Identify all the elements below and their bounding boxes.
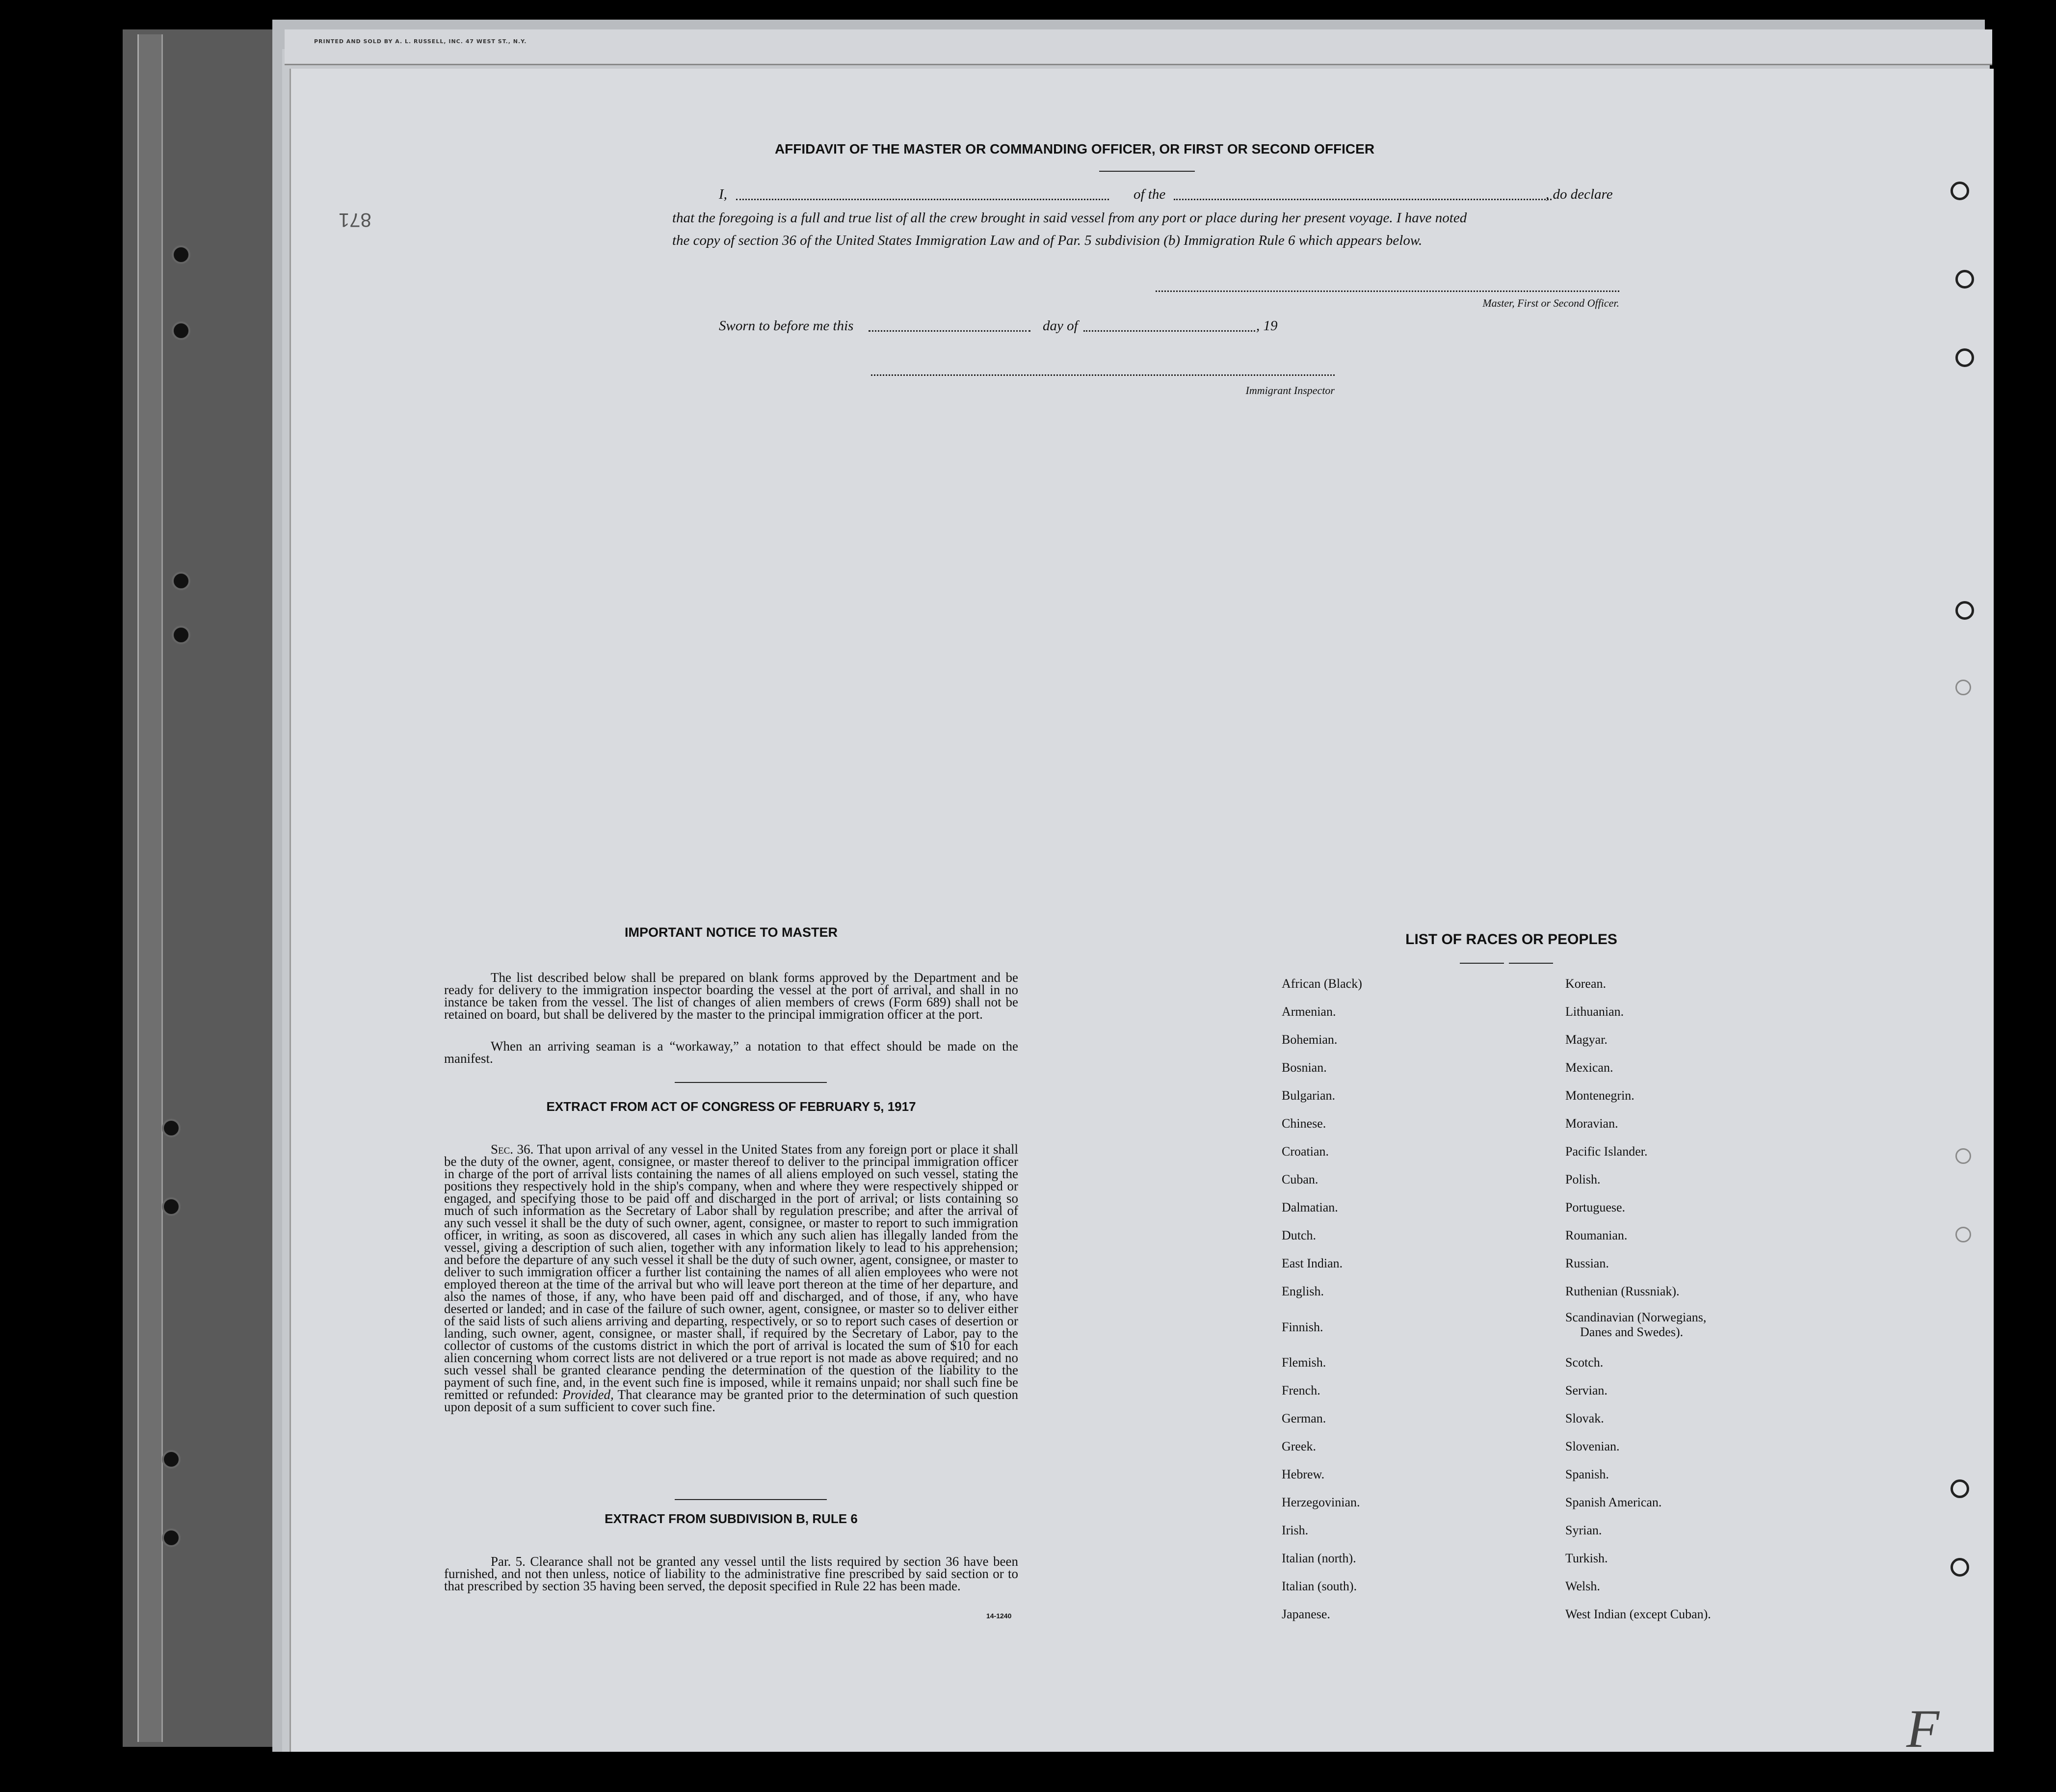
race-item: Dalmatian. bbox=[1282, 1200, 1338, 1214]
race-item: Herzegovinian. bbox=[1282, 1495, 1360, 1509]
notice-paragraph-2: When an arriving seaman is a “workaway,” a notation to that effect should be made on the manifest. bbox=[444, 1039, 1018, 1066]
race-item: Moravian. bbox=[1565, 1116, 1618, 1131]
race-item: Syrian. bbox=[1565, 1523, 1602, 1537]
section-36-tail: That clearance may be granted prior to the determination of such question upon deposit of a sum sufficient to cover such fine. bbox=[444, 1387, 1019, 1414]
affidavit-title: AFFIDAVIT OF THE MASTER OR COMMANDING OFFICER, OR FIRST OR SECOND OFFICER bbox=[774, 141, 1375, 157]
race-item: Italian (north). bbox=[1282, 1551, 1356, 1565]
race-item: Mexican. bbox=[1565, 1060, 1613, 1075]
punch-hole bbox=[1951, 1479, 1969, 1498]
race-item: Slovak. bbox=[1565, 1411, 1604, 1425]
race-item: Irish. bbox=[1282, 1523, 1309, 1537]
affidavit-declare-label: , do declare bbox=[1546, 186, 1613, 202]
race-item: Russian. bbox=[1565, 1256, 1609, 1270]
race-item: Spanish American. bbox=[1565, 1495, 1662, 1509]
race-item: Bohemian. bbox=[1282, 1032, 1338, 1047]
punch-hole bbox=[1955, 680, 1971, 695]
race-item: Lithuanian. bbox=[1565, 1004, 1624, 1019]
race-item: Turkish. bbox=[1565, 1551, 1608, 1565]
affidavit-i-label: I, bbox=[719, 186, 727, 202]
race-item: Magyar. bbox=[1565, 1032, 1608, 1047]
provided-word: Provided, bbox=[562, 1387, 614, 1402]
master-signature-line bbox=[1156, 290, 1619, 292]
affidavit-of-label: of the bbox=[1133, 186, 1166, 202]
affidavit-line-2: that the foregoing is a full and true list of all the crew brought in said vessel from any port or place during her present voyage. I have noted bbox=[672, 210, 1467, 226]
race-item: Bulgarian. bbox=[1282, 1088, 1336, 1103]
punch-hole bbox=[1955, 1227, 1971, 1242]
notice-title: IMPORTANT NOTICE TO MASTER bbox=[625, 925, 838, 940]
race-item: Roumanian. bbox=[1565, 1228, 1628, 1242]
race-item: Finnish. bbox=[1282, 1320, 1323, 1334]
corner-mark: F bbox=[1906, 1699, 1940, 1759]
race-item: French. bbox=[1282, 1383, 1320, 1397]
race-item: Servian. bbox=[1565, 1383, 1608, 1397]
manifest-page bbox=[290, 69, 1994, 1752]
binder-hole bbox=[162, 1197, 181, 1216]
race-item: West Indian (except Cuban). bbox=[1565, 1607, 1711, 1621]
par-5-text: Par. 5. Clearance shall not be granted any vessel until the lists required by section 36 have been furnished, and not then unless, notice of liability to the administrative fine prescribed by said section or to that prescribed by section 35 having been served, the deposit specified in Rule 22 has been made. bbox=[444, 1554, 1018, 1593]
race-item: Korean. bbox=[1565, 976, 1607, 991]
race-item: English. bbox=[1282, 1284, 1324, 1298]
race-item: Japanese. bbox=[1282, 1607, 1330, 1621]
race-item: Chinese. bbox=[1282, 1116, 1326, 1131]
binder-hole bbox=[172, 572, 190, 590]
race-item: Bosnian. bbox=[1282, 1060, 1327, 1075]
binder-hole bbox=[172, 245, 190, 264]
printer-line: PRINTED AND SOLD BY A. L. RUSSELL, INC. 47 WEST ST., N.Y. bbox=[314, 38, 527, 45]
punch-hole bbox=[1955, 601, 1974, 620]
punch-hole bbox=[1955, 1148, 1971, 1164]
race-item: German. bbox=[1282, 1411, 1326, 1425]
race-item: Portuguese. bbox=[1565, 1200, 1626, 1214]
binder-hole bbox=[162, 1119, 181, 1137]
notice-paragraph-1: The list described below shall be prepared on blank forms approved by the Department and be ready for delivery to the immigration inspector boarding the vessel at the port of arrival, and shall in no instance be taken from the vessel. The list of changes of alien members of crews (Form 689) shall not be retained on board, but shall be delivered by the master to the principal immigration officer at the port. bbox=[444, 970, 1018, 1022]
race-item: Slovenian. bbox=[1565, 1439, 1620, 1453]
punch-hole bbox=[1951, 182, 1969, 200]
race-item: Greek. bbox=[1282, 1439, 1317, 1453]
previous-page-edge bbox=[285, 29, 1992, 65]
binder-hole bbox=[162, 1450, 181, 1469]
month-blank bbox=[1083, 330, 1255, 332]
binder-hole bbox=[162, 1528, 181, 1547]
day-of-label: day of bbox=[1043, 318, 1078, 334]
divider bbox=[1460, 963, 1504, 964]
punch-hole bbox=[1955, 270, 1974, 289]
race-item: Danes and Swedes). bbox=[1580, 1325, 1684, 1339]
race-item: Italian (south). bbox=[1282, 1579, 1357, 1593]
section-36-label: Sec. 36. bbox=[491, 1142, 534, 1157]
divider bbox=[1509, 963, 1553, 964]
section-36-text bbox=[444, 1143, 1018, 1413]
race-item: Scotch. bbox=[1565, 1355, 1604, 1370]
margin-mark: 871 bbox=[339, 209, 371, 231]
race-item: Ruthenian (Russniak). bbox=[1565, 1284, 1680, 1298]
vessel-blank bbox=[1174, 199, 1552, 200]
race-item: Spanish. bbox=[1565, 1467, 1609, 1481]
affidavit-line-3: the copy of section 36 of the United States Immigration Law and of Par. 5 subdivision (b) Immigration Rule 6 which appears below. bbox=[672, 233, 1423, 248]
section-36-body: That upon arrival of any vessel in the United States from any foreign port or place it shall be the duty of the owner, agent, consignee, or master thereof to deliver to the principal immigration officer in charge of the port of arrival lists containing the names of all aliens employed on such vessel, stating the positions they respectively hold in the ship's company, when and where they were respectively shipped or engaged, and specifying those to be paid off and discharged in the port of arrival; or lists containing so much of such information as the Secretary of Labor shall by regulation prescribe; and after the arrival of any such vessel it shall be the duty of such owner, agent, consignee, or master to report to such immigration officer, in writing, as soon as discovered, all cases in which any such alien has illegally landed from the vessel, giving a description of such alien, together with any information likely to lead to his apprehension; and before the departure of any such vessel it shall be the duty of such owner, agent, consignee, or master to deliver to such immigration officer a further list containing the names of all alien employees who were not employed thereon at the time of the arrival but who will leave port thereon at the time of her departure, and also the names of those, if any, who have been paid off and discharged, and of those, if any, who have deserted or landed; and in case of the failure of such owner, agent, consignee, or master so to deliver either of the said lists of such aliens arriving and departing, respectively, or so to report such cases of desertion or landing, such owner, agent, consignee, or master shall, if required by the Secretary of Labor, pay to the collector of customs of the customs district in which the port of arrival is located the sum of $10 for each alien concerning whom correct lists are not delivered or a true report is not made as above required; and no such vessel shall be granted clearance pending the determination of the question of the liability to the payment of such fine, and, in the event such fine is imposed, while it remains unpaid; nor shall such fine be remitted or refunded: bbox=[444, 1142, 1018, 1402]
races-title: LIST OF RACES OR PEOPLES bbox=[1405, 931, 1617, 948]
master-caption: Master, First or Second Officer. bbox=[1482, 297, 1619, 309]
race-item: Hebrew. bbox=[1282, 1467, 1325, 1481]
divider bbox=[675, 1499, 827, 1500]
race-item: Welsh. bbox=[1565, 1579, 1600, 1593]
extract-act-title: EXTRACT FROM ACT OF CONGRESS OF FEBRUARY 5, 1917 bbox=[546, 1099, 916, 1114]
race-item: Polish. bbox=[1565, 1172, 1601, 1186]
race-item: Flemish. bbox=[1282, 1355, 1326, 1370]
race-item: Croatian. bbox=[1282, 1144, 1329, 1159]
day-blank bbox=[869, 330, 1030, 332]
divider bbox=[675, 1082, 827, 1083]
inspector-caption: Immigrant Inspector bbox=[1245, 384, 1335, 396]
binder-hole bbox=[172, 321, 190, 340]
race-item: Montenegrin. bbox=[1565, 1088, 1634, 1103]
sworn-label: Sworn to before me this bbox=[719, 318, 854, 334]
inspector-signature-line bbox=[871, 374, 1335, 376]
race-item: Cuban. bbox=[1282, 1172, 1318, 1186]
race-item: Scandinavian (Norwegians, bbox=[1565, 1310, 1707, 1324]
binder-spine bbox=[137, 34, 163, 1742]
name-blank bbox=[736, 199, 1109, 200]
race-item: Armenian. bbox=[1282, 1004, 1336, 1019]
form-number: 14-1240 bbox=[986, 1612, 1012, 1620]
year-label: , 19 bbox=[1256, 318, 1278, 334]
extract-rule-title: EXTRACT FROM SUBDIVISION B, RULE 6 bbox=[605, 1511, 858, 1526]
punch-hole bbox=[1951, 1558, 1969, 1577]
race-item: Dutch. bbox=[1282, 1228, 1317, 1242]
divider bbox=[1099, 171, 1195, 172]
race-item: African (Black) bbox=[1282, 976, 1362, 991]
race-item: Pacific Islander. bbox=[1565, 1144, 1648, 1159]
race-item: East Indian. bbox=[1282, 1256, 1343, 1270]
punch-hole bbox=[1955, 348, 1974, 367]
binder-hole bbox=[172, 626, 190, 644]
